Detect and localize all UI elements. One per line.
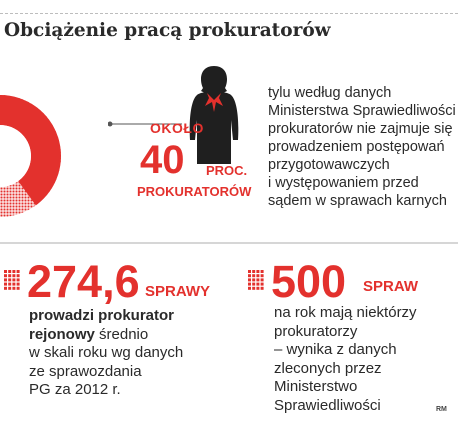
description-line: zleconych przez [274, 359, 382, 377]
percent-subject: PROKURATORÓW [137, 184, 252, 199]
top-divider [0, 13, 458, 14]
bullet-square [252, 287, 255, 290]
description-line: na rok mają niektórzy [274, 304, 417, 321]
bullet-square [8, 278, 11, 281]
author-credit: RM [436, 406, 447, 413]
cases-average-unit: SPRAWY [145, 283, 211, 300]
bullet-square [17, 283, 20, 286]
bullet-square [256, 287, 259, 290]
bullet-square [4, 278, 7, 281]
bullet-square [248, 287, 251, 290]
description-line: prowadzi prokurator [29, 307, 175, 324]
bullet-square [17, 270, 20, 273]
bullet-square [17, 278, 20, 281]
bullet-square [8, 274, 11, 277]
cases-max-unit: SPRAW [363, 278, 419, 295]
bullet-square [248, 270, 251, 273]
percent-value: 40 [140, 138, 185, 182]
bullet-square [252, 278, 255, 281]
bullet-squares-icon [248, 270, 266, 292]
donut-chart [0, 94, 124, 218]
bullet-square [12, 278, 15, 281]
bullet-square [261, 278, 264, 281]
bullet-square [252, 270, 255, 273]
bullet-square [17, 287, 20, 290]
description-line: ze sprawozdania [29, 362, 142, 380]
bullet-square [256, 270, 259, 273]
bullet-square [261, 283, 264, 286]
bullet-squares-icon [4, 270, 22, 292]
percent-prefix: OKOŁO [150, 120, 204, 136]
description-line: – wynika z danych [274, 341, 397, 358]
bullet-square [248, 278, 251, 281]
description-line: w skali roku wg danych [29, 344, 184, 361]
description-line: i występowaniem przed [268, 175, 419, 191]
bullet-square [12, 274, 15, 277]
description-line: tylu według danych [268, 85, 392, 101]
cases-max-value: 500 [271, 256, 347, 307]
bullet-square [12, 287, 15, 290]
percent-unit: PROC. [206, 163, 248, 178]
bullet-square [256, 278, 259, 281]
bullet-square [248, 283, 251, 286]
prosecutor-icon [183, 64, 245, 166]
description-line: prokuratorów nie zajmuje się [268, 121, 453, 137]
bullet-square [252, 274, 255, 277]
description-line: prowadzeniem postępowań [268, 139, 445, 155]
description-line: PG za 2012 r. [29, 381, 121, 398]
description-line: prokuratorzy [274, 322, 358, 340]
bullet-square [256, 274, 259, 277]
bullet-square [8, 270, 11, 273]
description-line: Ministerstwo [274, 378, 358, 395]
bullet-square [4, 274, 7, 277]
description-line: przygotowawczych [268, 157, 390, 173]
description-line: rejonowy średnio [29, 325, 149, 343]
description-line: Sprawiedliwości [274, 396, 381, 414]
bullet-square [248, 274, 251, 277]
bullet-square [8, 287, 11, 290]
bullet-square [261, 270, 264, 273]
bullet-square [12, 283, 15, 286]
description-line: Ministerstwa Sprawiedliwości [268, 103, 456, 119]
section-divider [0, 242, 458, 244]
bullet-square [17, 274, 20, 277]
bullet-square [261, 274, 264, 277]
cases-average-value: 274,6 [27, 256, 140, 307]
bullet-square [12, 270, 15, 273]
bullet-square [8, 283, 11, 286]
bullet-square [261, 287, 264, 290]
bullet-square [252, 283, 255, 286]
bullet-square [256, 283, 259, 286]
page-title: Obciążenie pracą prokuratorów [4, 20, 331, 41]
bullet-square [4, 287, 7, 290]
percent-description [268, 84, 456, 210]
cases-average-description [29, 307, 183, 400]
description-line: sądem w sprawach karnych [268, 193, 447, 209]
bullet-square [4, 283, 7, 286]
bullet-square [4, 270, 7, 273]
cases-max-description [274, 304, 417, 415]
